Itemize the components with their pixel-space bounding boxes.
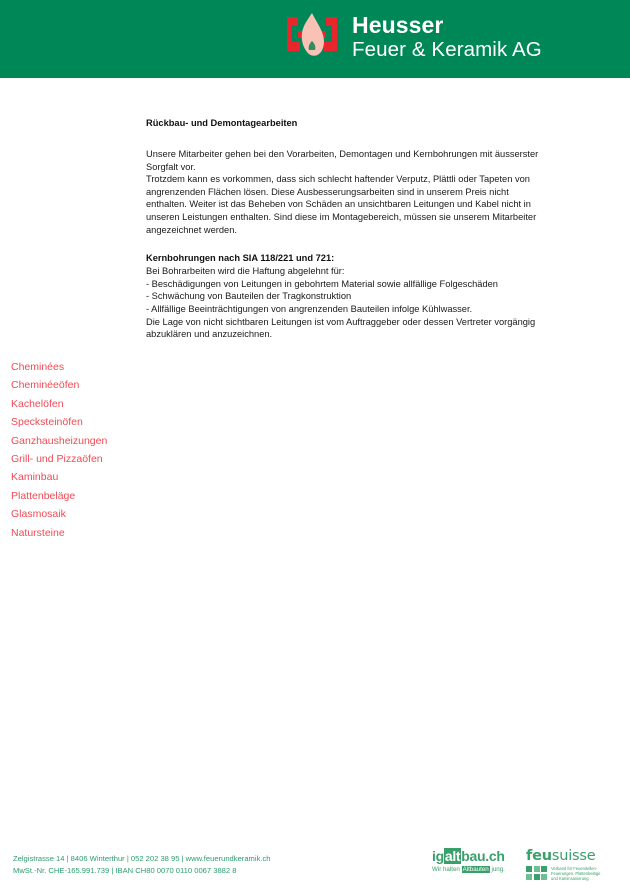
feusuisse-word-rest: suisse — [551, 848, 596, 864]
sidebar-item-kacheloefen[interactable]: Kachelöfen — [11, 397, 64, 410]
paragraph-lage-leitungen: Die Lage von nicht sichtbaren Leitungen ist vom Auftraggeber oder dessen Vertreter vorgängig abzuklären und anzuzeichnen. — [146, 316, 536, 340]
main-content — [146, 117, 546, 341]
sidebar-item-plattenbelaege[interactable]: Plattenbeläge — [11, 489, 76, 502]
igaltbau-word-prefix: ig — [432, 848, 444, 864]
feusuisse-subline-1: Verband für Feuerstellen- — [551, 866, 598, 871]
sidebar-item-chemineeoefen[interactable]: Cheminéeöfen — [11, 379, 80, 392]
sidebar-nav — [0, 358, 140, 542]
feusuisse-word-bold: feu — [526, 848, 552, 864]
footer-contact-info — [13, 853, 271, 876]
igaltbau-tagline-prefix: Wir halten — [432, 866, 462, 873]
igaltbau-word-suffix: bau.ch — [461, 848, 505, 864]
site-header — [0, 0, 630, 78]
sidebar-item-grill-und-pizzaoefen[interactable]: Grill- und Pizzaöfen — [11, 453, 103, 466]
paragraph-haftung-intro: Bei Bohrarbeiten wird die Haftung abgelehnt für: — [146, 266, 345, 277]
feusuisse-subline-2: Feuerungen, Plattenbeläge — [551, 871, 601, 877]
sidebar-item-natursteine[interactable]: Natursteine — [11, 526, 65, 539]
feusuisse-mark-row — [526, 866, 622, 881]
igaltbau-word-highlight: alt — [444, 848, 461, 864]
feusuisse-logo[interactable] — [526, 849, 622, 881]
paragraph-sorgfalt: Unsere Mitarbeiter gehen bei den Vorarbeiten, Demontagen und Kernbohrungen mit äusserster Sorgfalt vor. — [146, 149, 539, 172]
site-footer — [0, 843, 630, 891]
sidebar-item-glasmosaik[interactable]: Glasmosaik — [11, 508, 66, 521]
flame-in-h-logo-icon — [285, 11, 339, 63]
feusuisse-squares-icon — [526, 866, 547, 880]
bullet-beschaedigungen: - Beschädigungen von Leitungen in gebohrtem Material sowie allfällige Folgeschäden — [146, 278, 498, 289]
sidebar-item-cheminees[interactable]: Cheminées — [11, 361, 65, 373]
feusuisse-subtitle — [551, 866, 600, 881]
igaltbau-logo[interactable] — [432, 849, 510, 874]
igaltbau-wordmark — [432, 849, 510, 864]
brand-title: Heusser — [352, 11, 444, 38]
brand-text — [352, 11, 542, 61]
sidebar-item-kaminbau[interactable]: Kaminbau — [11, 471, 59, 484]
bullet-schwaechung: - Schwächung von Bauteilen der Tragkonstruktion — [146, 291, 352, 302]
footer-address-line: Zelgistrasse 14 | 8406 Winterthur | 052 202 38 95 | www.feuerundkeramik.ch — [13, 854, 271, 863]
paragraph-ausbesserung: Trotzdem kann es vorkommen, dass sich schlecht haftender Verputz, Plättli oder Tapeten von angrenzenden Flächen lösen. Diese Ausbesserungsarbeiten sind in unserem Preis nicht enthalten. Weiter ist das Beheben von Schäden an unsichtbaren Leitungen und Kabel nicht in unseren Leistungen enthalten. Sind diese im Montagebereich, müssen sie unserem Mitarbeiter angezeichnet werden. — [146, 174, 537, 235]
sidebar-item-ganzhausheizungen[interactable]: Ganzhausheizungen — [11, 434, 108, 447]
section-heading-kernbohrungen: Kernbohrungen nach SIA 118/221 und 721: — [146, 253, 335, 264]
feusuisse-wordmark — [526, 849, 622, 864]
footer-partner-logos — [432, 849, 622, 881]
sidebar-item-specksteinoefen[interactable]: Specksteinöfen — [11, 416, 83, 429]
igaltbau-tagline-highlight: Altbauten — [462, 866, 489, 873]
igaltbau-tagline — [432, 865, 510, 874]
feusuisse-subline-3: und Kaminsanierung — [551, 876, 589, 882]
igaltbau-tagline-suffix: jung. — [489, 866, 505, 873]
section-heading-rueckbau: Rückbau- und Demontagearbeiten — [146, 118, 298, 128]
brand-lockup[interactable] — [285, 11, 542, 63]
brand-subtitle: Feuer & Keramik AG — [352, 37, 542, 61]
bullet-beeintraechtigungen: - Allfällige Beeinträchtigungen von angrenzenden Bauteilen infolge Kühlwasser. — [146, 303, 473, 314]
footer-legal-line: MwSt.-Nr. CHE-165.991.739 | IBAN CH80 0070 0110 0067 3882 8 — [13, 865, 237, 875]
